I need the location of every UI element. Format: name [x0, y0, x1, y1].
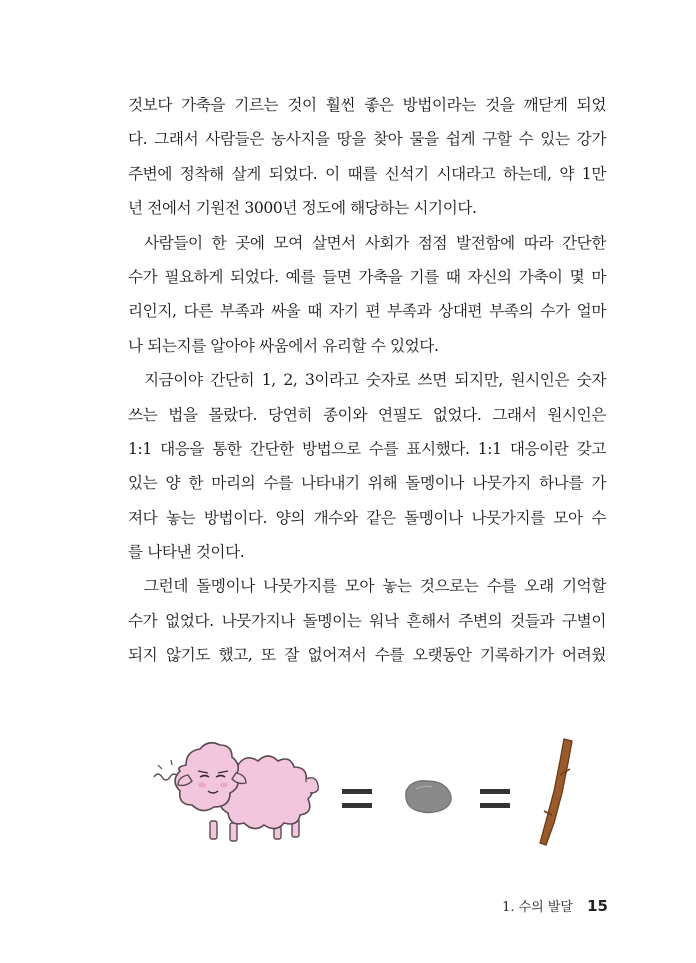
text-line: 년 전에서 기원전 3000년 정도에 해당하는 시기이다.: [128, 199, 477, 218]
equals-sign: [480, 789, 510, 808]
stone-icon: [406, 781, 451, 813]
text-line: 쓰는 법을 몰랐다. 당연히 종이와 연필도 없었다. 그래서 원시인은: [128, 405, 606, 424]
body-text: [128, 88, 606, 673]
text-line: 사람들이 한 곳에 모여 살면서 사회가 점점 발전함에 따라 간단한: [144, 233, 606, 252]
text-line: 그런데 돌멩이나 나뭇가지를 모아 놓는 것으로는 수를 오래 기억할: [144, 577, 606, 596]
text-line: 1:1 대응을 통한 간단한 방법으로 수를 표시했다. 1:1 대응이란 갖고: [128, 439, 606, 458]
text-line: 되지 않기도 했고, 또 잘 없어져서 수를 오랫동안 기록하기가 어려웠: [128, 646, 606, 665]
page-footer: [502, 896, 608, 915]
text-line: 수가 없었다. 나뭇가지나 돌멩이는 워낙 흔해서 주변의 것들과 구별이: [128, 611, 606, 630]
text-line: 있는 양 한 마리의 수를 나타내기 위해 돌멩이나 나뭇가지 하나를 가: [128, 474, 606, 493]
text-line: 주변에 정착해 살게 되었다. 이 때를 신석기 시대라고 하는데, 약 1만: [128, 164, 606, 183]
stick-icon: [540, 739, 572, 845]
text-line: 지금이야 간단히 1, 2, 3이라고 숫자로 쓰면 되지만, 원시인은 숫자: [144, 371, 606, 390]
chapter-title: 1. 수의 발달: [502, 900, 573, 915]
text-line: 것보다 가축을 기르는 것이 훨씬 좋은 방법이라는 것을 깨닫게 되었: [128, 96, 606, 114]
page-number: 15: [587, 897, 608, 915]
text-line: 를 나타낸 것이다.: [128, 543, 245, 562]
text-line: 져다 놓는 방법이다. 양의 개수와 같은 돌멩이나 나뭇가지를 모아 수: [128, 508, 606, 527]
sheep-icon: [154, 743, 318, 841]
text-line: 다. 그래서 사람들은 농사지을 땅을 찾아 물을 쉽게 구할 수 있는 강가: [128, 130, 606, 149]
one-to-one-illustration: [150, 725, 590, 855]
equals-sign: [342, 789, 372, 808]
text-line: 리인지, 다른 부족과 싸울 때 자기 편 부족과 상대편 부족의 수가 얼마: [128, 302, 606, 321]
text-line: 나 되는지를 알아야 싸움에서 유리할 수 있었다.: [128, 336, 439, 355]
text-line: 수가 필요하게 되었다. 예를 들면 가축을 기를 때 자신의 가축이 몇 마: [128, 267, 606, 286]
